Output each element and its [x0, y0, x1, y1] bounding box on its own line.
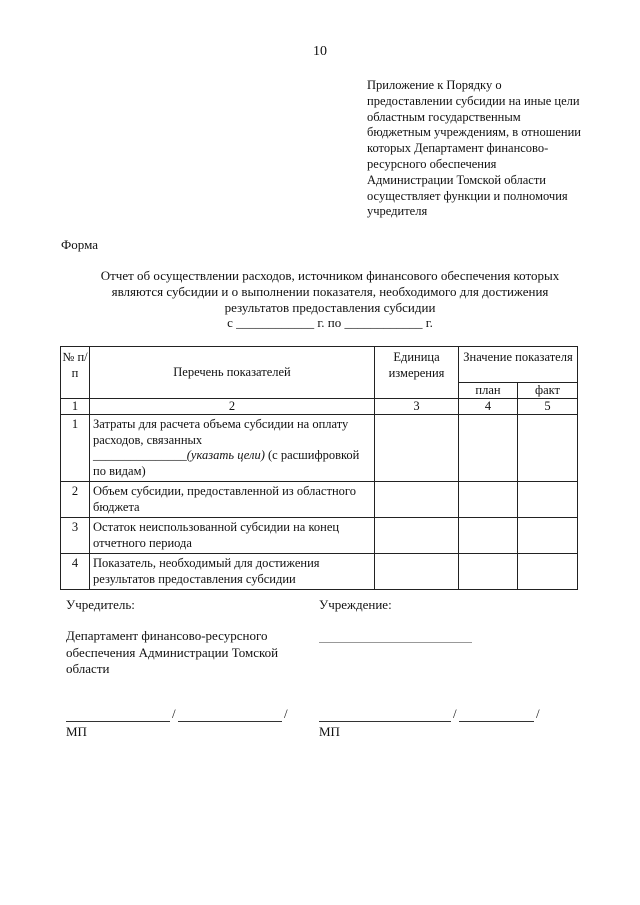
- signature-separator: /: [172, 706, 176, 721]
- report-title-line: являются субсидии и о выполнении показателя, необходимого для достижения: [111, 283, 549, 299]
- appendix-line: предоставлении субсидии на иные цели: [367, 93, 580, 108]
- report-title-line: результатов предоставления субсидии: [224, 299, 436, 315]
- row-number: 1: [61, 415, 90, 482]
- purpose-blank: _______________: [93, 448, 187, 462]
- stamp-left: МП: [66, 724, 87, 739]
- unit-cell: [375, 415, 459, 482]
- fact-cell: [518, 518, 578, 554]
- row-number: 3: [61, 518, 90, 554]
- name-line-left: [178, 721, 282, 722]
- founder-name: Департамент финансово-ресурсного обеспечения Администрации Томской области: [66, 628, 279, 676]
- row-indicator: Показатель, необходимый для достижения результатов предоставления субсидии: [90, 554, 375, 590]
- plan-cell: [459, 554, 518, 590]
- page-number: 10: [313, 44, 327, 59]
- appendix-line: Приложение к Порядку о: [367, 78, 502, 92]
- appendix-line: которых Департамент финансово-: [367, 141, 549, 156]
- signature-end: /: [284, 706, 288, 721]
- plan-cell: [459, 415, 518, 482]
- header-value: Значение показателя: [459, 347, 578, 383]
- signature-separator: /: [453, 706, 457, 721]
- institution-name-line: [319, 642, 472, 643]
- plan-cell: [459, 482, 518, 518]
- report-title: [60, 268, 600, 331]
- unit-cell: [375, 482, 459, 518]
- column-number: 4: [459, 399, 518, 415]
- report-title-line: Отчет об осуществлении расходов, источником финансового обеспечения которых: [100, 268, 560, 283]
- appendix-note: [367, 78, 629, 220]
- fact-cell: [518, 415, 578, 482]
- name-line-right: [459, 721, 534, 722]
- stamp-right: МП: [319, 724, 340, 739]
- row-number: 2: [61, 482, 90, 518]
- table-row: [61, 482, 578, 518]
- institution-label: Учреждение:: [319, 597, 392, 612]
- header-indicators: Перечень показателей: [90, 347, 375, 399]
- appendix-line: областным государственным: [367, 109, 521, 124]
- header-num: № п/п: [61, 347, 90, 399]
- row-number: 4: [61, 554, 90, 590]
- appendix-line: ресурсного обеспечения: [367, 156, 497, 171]
- row-indicator: Объем субсидии, предоставленной из областного бюджета: [90, 482, 375, 518]
- signature-end: /: [536, 706, 540, 721]
- appendix-line: осуществляет функции и полномочия: [367, 188, 568, 203]
- report-table: [60, 346, 578, 590]
- report-period: с ____________ г. по ____________ г.: [227, 315, 433, 331]
- plan-cell: [459, 518, 518, 554]
- column-number: 5: [518, 399, 578, 415]
- column-number: 2: [90, 399, 375, 415]
- table-row: [61, 415, 578, 482]
- founder-label: Учредитель:: [66, 597, 135, 612]
- header-unit: Единица измерения: [375, 347, 459, 399]
- signature-line-right: [319, 721, 451, 722]
- column-number: 3: [375, 399, 459, 415]
- row-indicator-text: Затраты для расчета объема субсидии на оплату расходов, связанных: [93, 417, 349, 447]
- appendix-line: учредителя: [367, 204, 428, 219]
- form-label: Форма: [61, 237, 98, 252]
- header-fact: факт: [518, 383, 578, 399]
- unit-cell: [375, 518, 459, 554]
- row-indicator: Остаток неиспользованной субсидии на конец отчетного периода: [90, 518, 375, 554]
- unit-cell: [375, 554, 459, 590]
- fact-cell: [518, 554, 578, 590]
- column-number: 1: [61, 399, 90, 415]
- signature-line-left: [66, 721, 170, 722]
- row-indicator-text: (с расшифровкой по видам): [93, 448, 360, 478]
- table-row: [61, 518, 578, 554]
- appendix-line: Администрации Томской области: [367, 172, 546, 187]
- header-plan: план: [459, 383, 518, 399]
- fact-cell: [518, 482, 578, 518]
- purpose-hint: (указать цели): [186, 448, 265, 462]
- appendix-line: бюджетным учреждениям, в отношении: [367, 125, 581, 140]
- row-indicator: [90, 415, 375, 482]
- table-row: [61, 554, 578, 590]
